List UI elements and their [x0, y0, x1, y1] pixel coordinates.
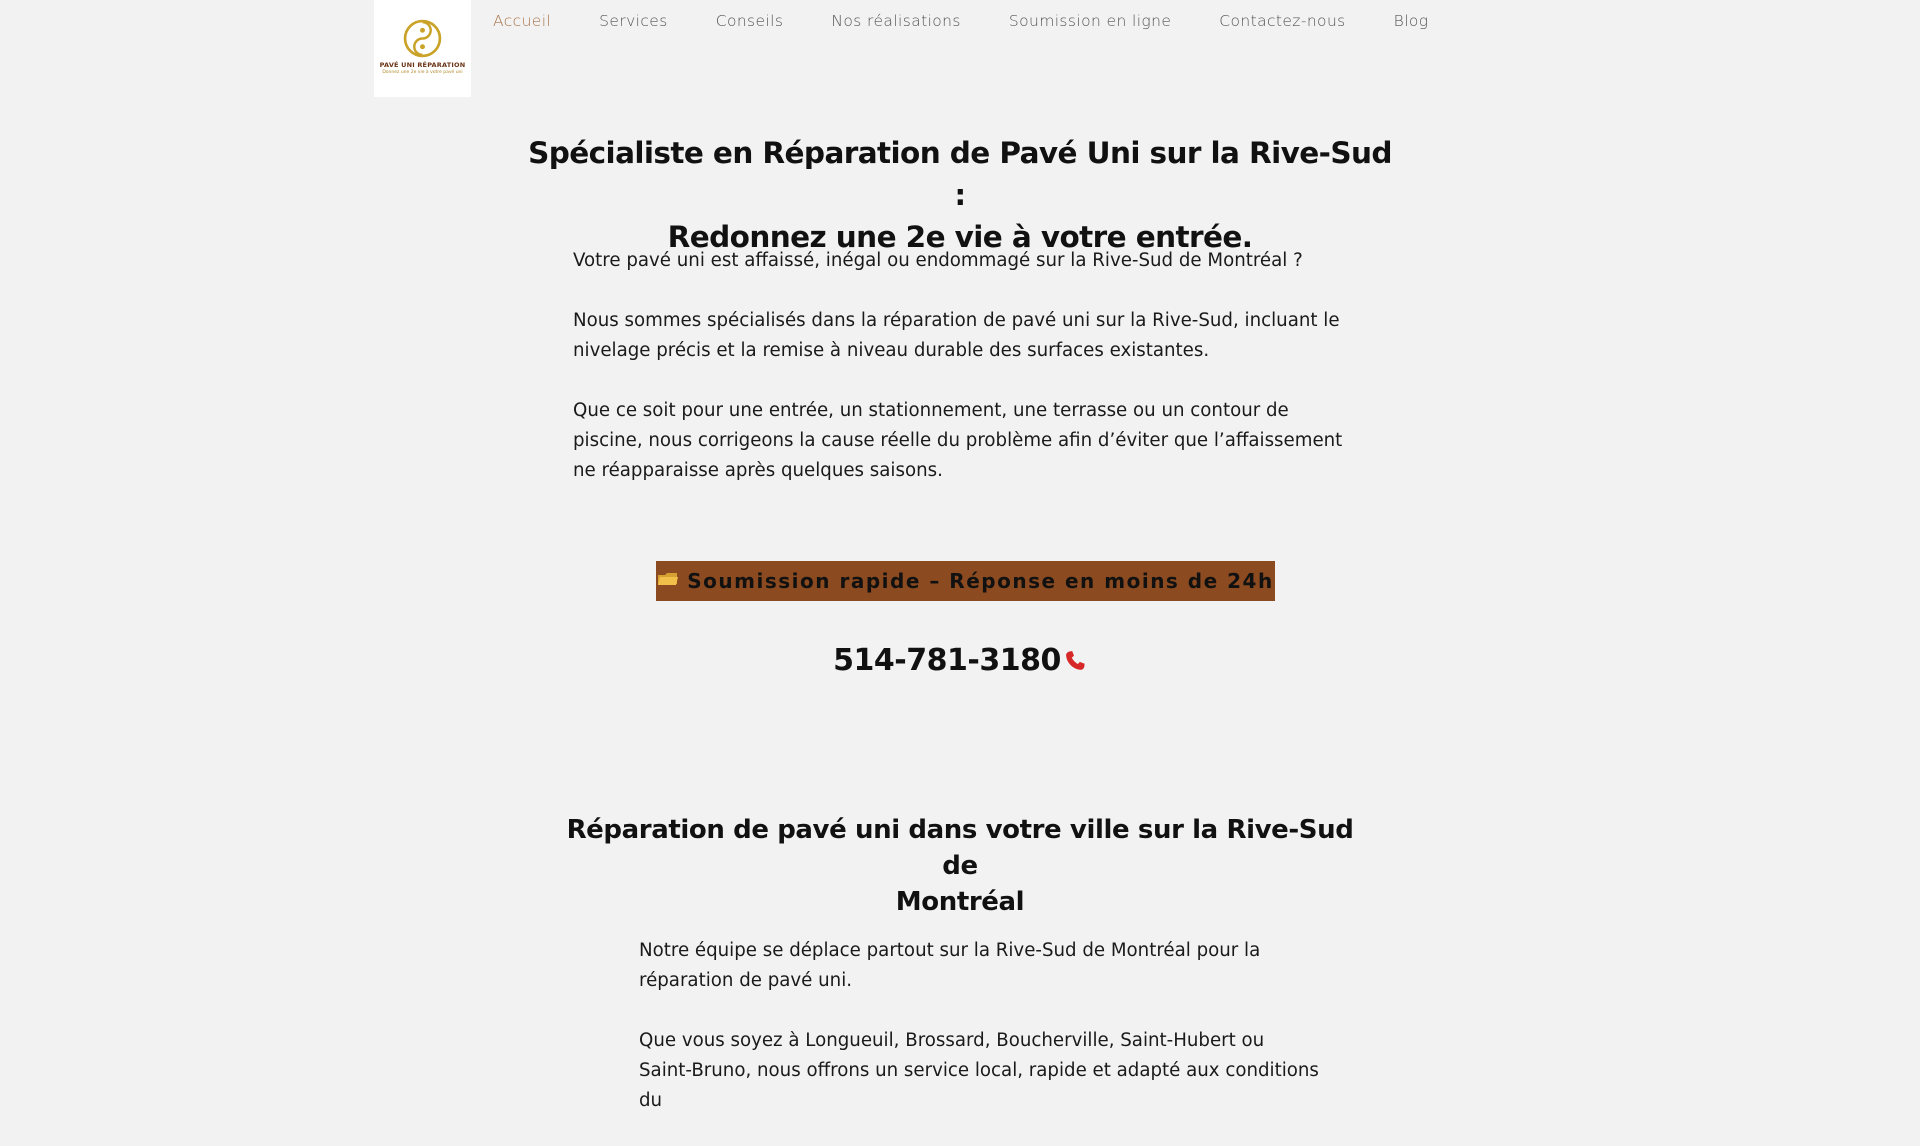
section-title-line2: Montréal: [895, 887, 1025, 917]
nav-blog[interactable]: Blog: [1393, 12, 1429, 30]
phone-icon: [1063, 649, 1087, 673]
logo-tagline: Donnez une 2e vie à votre pavé uni: [382, 70, 463, 75]
nav-accueil[interactable]: Accueil: [493, 12, 552, 30]
nav-conseils[interactable]: Conseils: [715, 12, 784, 30]
hero-title: [520, 132, 1400, 258]
hero-title-line1: Spécialiste en Réparation de Pavé Uni sur la Rive-Sud :: [528, 136, 1392, 212]
section-body: [639, 936, 1319, 1146]
intro-paragraph-1: Votre pavé uni est affaissé, inégal ou endommagé sur la Rive-Sud de Montréal ?: [573, 250, 1303, 271]
nav-contactez-nous[interactable]: Contactez-nous: [1219, 12, 1346, 30]
site-logo[interactable]: [374, 0, 471, 97]
phone-number: 514-781-3180: [833, 643, 1061, 678]
intro-paragraph-3: Que ce soit pour une entrée, un stationnement, une terrasse ou un contour de piscine, nous corrigeons la cause réelle du problème afin d’éviter que l’affaissement ne réapparaisse après quelques saisons.: [573, 400, 1343, 481]
section-title-line1: Réparation de pavé uni dans votre ville sur la Rive-Sud de: [566, 815, 1354, 881]
section-title: [560, 812, 1360, 920]
hero-title-line2: Redonnez une 2e vie à votre entrée.: [667, 220, 1253, 254]
nav-soumission-en-ligne[interactable]: Soumission en ligne: [1008, 12, 1172, 30]
logo-name: PAVÉ UNI RÉPARATION: [379, 61, 466, 69]
quick-quote-button[interactable]: [656, 561, 1275, 601]
phone-link[interactable]: [760, 643, 1160, 678]
folder-icon: [657, 571, 679, 592]
hero-intro: [573, 246, 1363, 516]
section-paragraph-2: Que vous soyez à Longueuil, Brossard, Boucherville, Saint-Hubert ou Saint-Bruno, nous offrons un service local, rapide et adapté aux conditions du: [639, 1030, 1319, 1111]
nav-services[interactable]: Services: [599, 12, 668, 30]
section-paragraph-1: Notre équipe se déplace partout sur la Rive-Sud de Montréal pour la réparation de pavé uni.: [639, 940, 1261, 991]
nav-nos-realisations[interactable]: Nos réalisations: [831, 12, 961, 30]
yin-yang-logo-icon: [402, 18, 443, 59]
main-nav: [493, 12, 1477, 30]
intro-paragraph-2: Nous sommes spécialisés dans la réparation de pavé uni sur la Rive-Sud, incluant le nivelage précis et la remise à niveau durable des surfaces existantes.: [573, 310, 1340, 361]
quick-quote-label: Soumission rapide – Réponse en moins de 24h: [687, 569, 1274, 593]
